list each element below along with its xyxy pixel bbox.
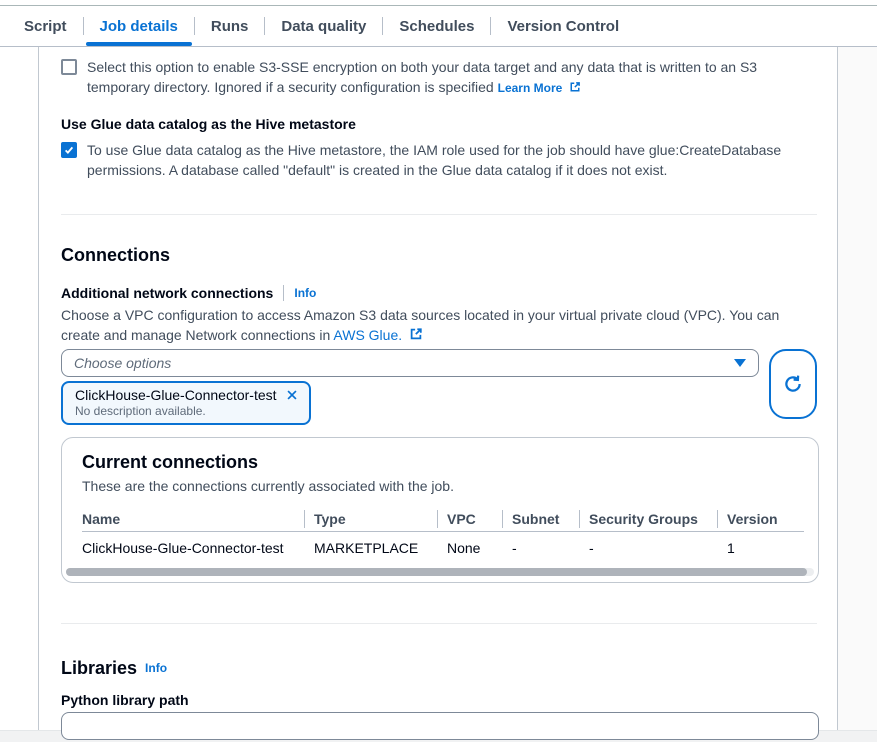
python-library-path-input[interactable] (61, 712, 819, 740)
tab-separator (382, 17, 383, 35)
check-icon (63, 144, 75, 156)
cell-name: ClickHouse-Glue-Connector-test (82, 540, 284, 556)
column-header-version[interactable]: Version (727, 511, 804, 527)
tab-data-quality[interactable]: Data quality (281, 17, 367, 35)
connection-token-label: ClickHouse-Glue-Connector-test (75, 387, 277, 403)
connections-table-header (82, 506, 804, 532)
right-gutter (838, 47, 877, 730)
sse-encryption-text: Select this option to enable S3-SSE encryption on both your data target and any data that is written to an S3 temporary directory. Ignored if a security configuration is specified (87, 59, 758, 95)
section-divider (61, 214, 817, 215)
hive-metastore-option (61, 140, 817, 180)
description-text: Choose a VPC configuration to access Amazon S3 data sources located in your virtual private cloud (VPC). You can create and manage Network connections in (61, 307, 780, 343)
tab-separator (264, 17, 265, 35)
libraries-heading: Libraries (61, 658, 138, 678)
job-details-panel (38, 47, 838, 730)
python-library-path-label: Python library path (61, 692, 189, 708)
column-header-vpc[interactable]: VPC (447, 511, 512, 527)
job-tabs-bar (0, 5, 877, 47)
tab-separator (83, 17, 84, 35)
tab-separator (194, 17, 195, 35)
cell-vpc: None (447, 540, 481, 556)
left-gutter (0, 47, 38, 730)
additional-network-connections-header (61, 283, 817, 303)
tab-version-control[interactable]: Version Control (507, 17, 620, 35)
hive-metastore-checkbox[interactable] (61, 142, 77, 158)
libraries-info-link[interactable]: Info (145, 661, 168, 675)
additional-network-connections-description (61, 305, 817, 345)
tab-job-details[interactable]: Job details (98, 6, 180, 46)
connections-heading: Connections (61, 245, 171, 265)
cell-type: MARKETPLACE (314, 540, 419, 556)
aws-glue-link[interactable] (333, 327, 423, 343)
tab-script[interactable]: Script (24, 17, 67, 35)
connections-info-link[interactable]: Info (294, 286, 317, 300)
sse-encryption-description (87, 57, 807, 98)
column-header-name[interactable]: Name (82, 510, 121, 527)
hive-metastore-label: Use Glue data catalog as the Hive metastore (61, 116, 356, 132)
external-link-icon (569, 81, 581, 93)
connection-token-description: No description available. (75, 404, 206, 418)
learn-more-label: Learn More (497, 81, 563, 95)
dismiss-token-button[interactable] (285, 388, 299, 402)
tab-schedules[interactable]: Schedules (399, 17, 475, 35)
label-separator (283, 285, 284, 301)
close-icon (285, 388, 299, 402)
refresh-connections-button[interactable] (769, 349, 817, 419)
cell-security-groups: - (589, 540, 594, 556)
connection-token-top (75, 387, 299, 403)
caret-down-icon (734, 359, 746, 367)
table-row (82, 532, 804, 564)
external-link-icon (409, 327, 423, 341)
current-connections-heading: Current connections (82, 452, 259, 472)
horizontal-scrollbar-track (66, 568, 814, 576)
cell-subnet: - (512, 540, 517, 556)
horizontal-scrollbar-thumb[interactable] (66, 568, 807, 576)
hive-metastore-description: To use Glue data catalog as the Hive metastore, the IAM role used for the job should have glue:CreateDatabase permissions. A database called "default" is created in the Glue data catalog if it does not exist. (87, 142, 782, 178)
column-header-subnet[interactable]: Subnet (512, 511, 589, 527)
sse-encryption-option (61, 57, 817, 98)
tab-separator (490, 17, 491, 35)
connections-select-placeholder: Choose options (74, 355, 172, 371)
refresh-icon (783, 374, 803, 394)
learn-more-link[interactable] (498, 81, 581, 95)
connections-select-row (61, 349, 817, 425)
connection-token (61, 381, 311, 425)
connections-select[interactable] (61, 349, 759, 377)
aws-glue-link-label: AWS Glue. (333, 327, 403, 343)
cell-version: 1 (727, 540, 735, 556)
connections-select-column (61, 349, 759, 425)
additional-network-connections-label: Additional network connections (61, 285, 274, 301)
column-header-type[interactable]: Type (314, 511, 447, 527)
section-divider (61, 623, 817, 624)
tab-runs[interactable]: Runs (210, 17, 249, 35)
sse-encryption-checkbox[interactable] (61, 59, 77, 75)
column-header-security-groups[interactable]: Security Groups (589, 511, 727, 527)
current-connections-card (61, 437, 819, 583)
libraries-header (61, 656, 817, 680)
current-connections-subtitle: These are the connections currently associated with the job. (82, 478, 454, 494)
